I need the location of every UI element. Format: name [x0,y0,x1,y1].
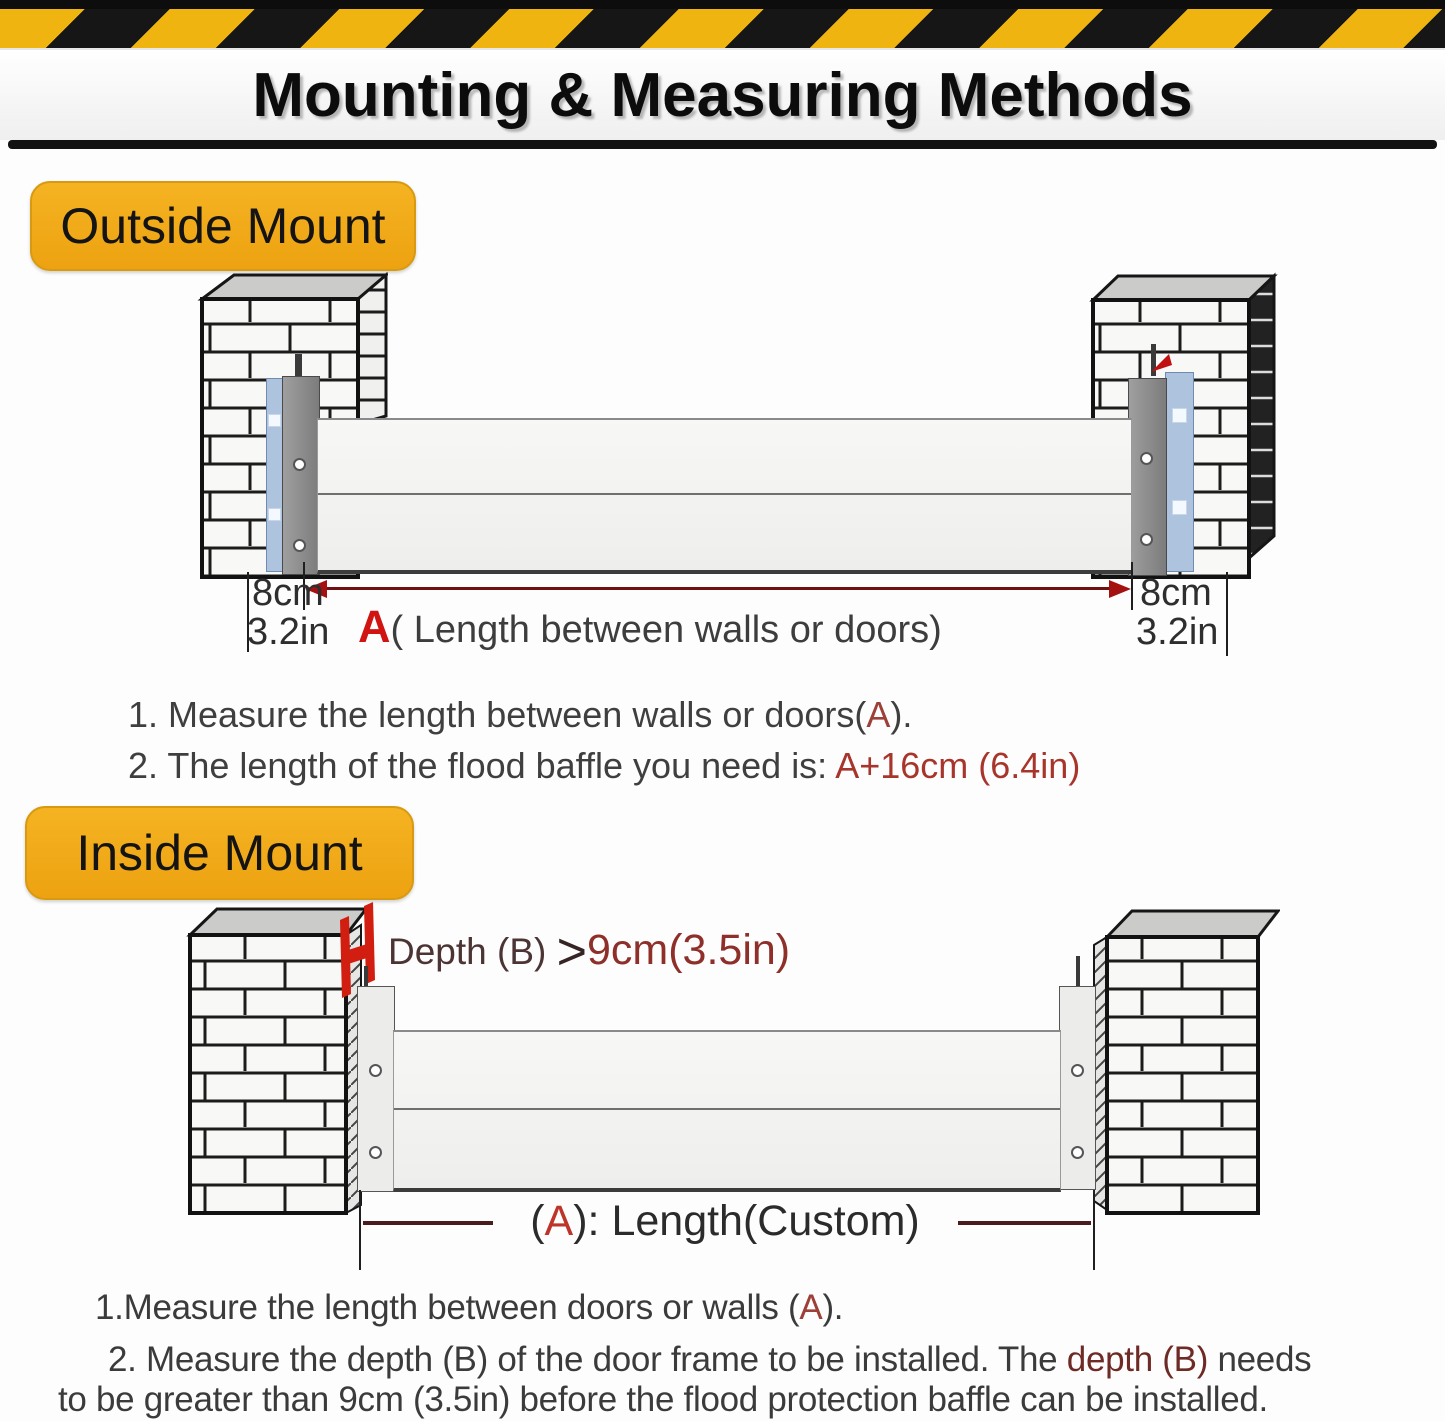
red-pointer-icon [1149,352,1173,374]
length-annotation [358,601,942,653]
dim-tick [1093,1190,1095,1270]
step-text: 1.Measure the length between doors or walls ( [95,1288,800,1327]
dim-tick [1226,572,1228,656]
pillar-side-face [358,275,386,424]
screw-hole [1140,533,1153,546]
channel-blue-strip-right [1165,372,1194,572]
step-text: ). [822,1288,844,1327]
pillar-top-face [1093,276,1274,300]
brick-pillar-inside-right [1080,903,1280,1217]
step-text: 1. Measure the length between walls or doors( [128,694,867,735]
depth-note-value: 9cm(3.5in) [587,926,791,974]
dim-segment [958,1221,1091,1225]
greater-than-sign: > [556,923,587,981]
outside-mount-label: Outside Mount [60,198,386,254]
title-band [0,50,1445,140]
step-text: 2. Measure the depth (B) of the door frame to be installed. The [108,1340,1067,1379]
channel-clip [1172,408,1187,423]
pillar-side-face [1249,276,1274,558]
channel-clip [1172,500,1187,515]
inside-mount-label: Inside Mount [76,825,363,881]
length-custom-label [495,1197,955,1246]
step-text: needs [1208,1340,1312,1379]
outside-step-2 [128,745,1080,787]
inside-step-1 [95,1288,843,1328]
page-title: Mounting & Measuring Methods [252,60,1193,130]
dim-segment [363,1221,493,1225]
step-text: to be greater than 9cm (3.5in) before the flood protection baffle can be installed. [58,1380,1268,1419]
channel-bracket-right [1128,378,1167,576]
channel-pin [1076,956,1080,988]
step-text: ). [890,694,913,735]
dim-right-cm: 8cm [1140,572,1212,614]
length-letter-A: A [358,601,391,652]
panel-seam [318,493,1131,495]
title-underline [8,140,1437,149]
inside-mount-badge [25,806,414,900]
depth-note-lead: Depth (B) [388,931,557,972]
outside-step-1 [128,694,912,736]
channel-bracket-inside-right [1059,986,1096,1190]
pillar-front-face [190,935,346,1213]
label-text: ( [530,1197,545,1245]
pillar-top-face [1107,911,1278,937]
depth-note [388,922,790,982]
label-letter-A: A [544,1197,574,1245]
pillar-front-face [1107,937,1258,1213]
screw-hole [369,1064,382,1077]
inside-step-2-line-2 [58,1380,1268,1420]
dim-right-in: 3.2in [1136,611,1219,653]
screw-hole [1071,1146,1084,1159]
screw-hole [293,539,306,552]
channel-clip [268,508,281,521]
screw-hole [369,1146,382,1159]
pillar-top-face [202,275,386,299]
caution-stripes [0,9,1445,50]
screw-hole [1071,1064,1084,1077]
arrow-right-icon [1109,580,1131,598]
dim-tick [359,1190,361,1270]
label-text: ): Length(Custom) [573,1197,920,1245]
screw-hole [293,458,306,471]
screw-hole [1140,452,1153,465]
inside-step-2-line-1 [108,1340,1311,1380]
step-accent: A+16cm (6.4in) [835,745,1081,786]
dim-arrow-line [322,587,1114,590]
step-accent: A [799,1288,823,1327]
dim-left-in: 3.2in [247,611,330,653]
panel-seam [394,1108,1060,1110]
channel-bracket-inside-left [357,986,395,1192]
flood-barrier-panel-inside [393,1030,1061,1192]
step-text: 2. The length of the flood baffle you need is: [128,745,836,786]
channel-clip [268,414,281,427]
top-black-bar [0,0,1445,9]
dim-left-cm: 8cm [252,572,324,614]
length-caption: ( Length between walls or doors) [390,609,942,651]
step-accent: A [866,694,891,735]
step-accent: depth (B) [1066,1340,1209,1379]
dim-tick [1131,562,1133,610]
flood-barrier-panel [317,418,1132,574]
outside-mount-badge [30,181,416,271]
